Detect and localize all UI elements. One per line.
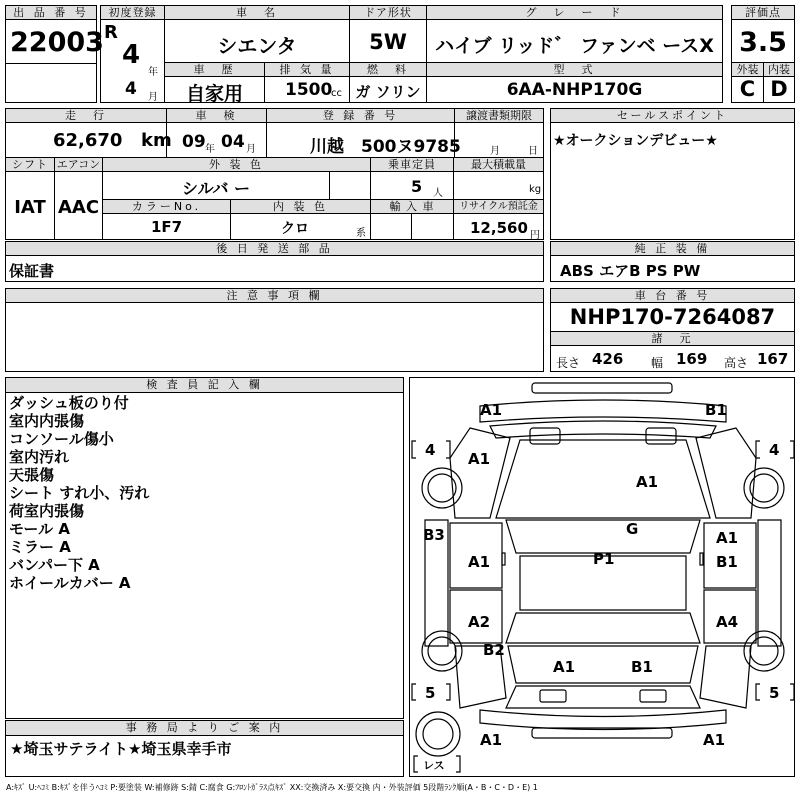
recycle-unit: 円 (530, 230, 540, 241)
int-color: クロ (281, 221, 309, 237)
mark-door-front-right: A1 (716, 529, 739, 547)
ext-color: シルバ ー (181, 179, 251, 198)
mark-quarter-left: B2 (483, 641, 505, 659)
mark-hood: A1 (636, 473, 659, 491)
mark-bumper-rear-left: A1 (480, 731, 503, 749)
later-parts-cell (5, 255, 544, 282)
ext-color-label: 外 装 色 (102, 157, 371, 172)
mark-glass: G (626, 520, 639, 538)
ac: AAC (57, 197, 100, 218)
era: R (104, 22, 118, 43)
width: 169 (676, 350, 708, 368)
inspector-notes (9, 394, 149, 592)
later-parts: 保証書 (9, 262, 55, 280)
mark-door-front-right-2: B1 (716, 553, 738, 571)
plate-label: 登 録 番 号 (266, 108, 455, 123)
lot-label: 出 品 番 号 (5, 5, 97, 20)
grade: ハイブ リッド゛ ファンベ ースX (435, 35, 714, 57)
later-parts-label: 後 日 発 送 部 品 (5, 241, 544, 256)
exterior-grade: C (739, 77, 756, 101)
lot-number: 22003 (10, 27, 104, 58)
score: 3.5 (739, 27, 787, 58)
inspector-line: ダッシュ板のり付 (9, 394, 129, 412)
grade-label: グ レ ー ド (426, 5, 723, 20)
model-label: 型 式 (426, 62, 723, 77)
length-label: 長さ (556, 356, 581, 370)
door-label: ドア形状 (349, 5, 427, 20)
first-reg-month: 4 (125, 79, 137, 99)
interior-grade: D (770, 77, 788, 101)
mark-door-front-left-code: B3 (423, 526, 445, 544)
door: 5W (369, 30, 407, 54)
genuine: ABS エアB PS PW (560, 262, 701, 280)
month-unit: 月 (148, 92, 158, 103)
inspector-line: コンソール傷小 (9, 430, 114, 448)
mark-rear-right: B1 (631, 658, 653, 676)
inspector-line: ミラー A (9, 538, 71, 556)
import-cell (370, 213, 412, 240)
capacity-label: 乗車定員 (370, 157, 454, 172)
spare-tire: レス (423, 759, 445, 772)
office-text: ★埼玉サテライト★埼玉県幸手市 (10, 740, 232, 758)
legend: A:ｷｽﾞ U:ﾍｺﾐ B:ｷｽﾞを伴うﾍｺﾐ P:要塗装 W:補修跡 S:錆 C:腐食 G:ﾌﾛﾝﾄｶﾞﾗｽ点ｷｽﾞ XX:交換済み X:要交換 内・外装評価 5段階ﾗﾝｸ順(A・B・C・D・E) 1 (6, 783, 538, 792)
inspector-line: 室内汚れ (9, 448, 70, 466)
color-no: 1F7 (150, 218, 183, 236)
inspector-line: バンパー下 A (9, 556, 100, 574)
sales-point-label: セールスポイント (550, 108, 795, 123)
transfer-label: 譲渡書類期限 (454, 108, 544, 123)
inspector-line: 室内内張傷 (9, 412, 85, 430)
mark-door-rear-right: A4 (716, 613, 739, 631)
first-reg-label: 初度登録 (100, 5, 165, 20)
mileage: 62,670 (53, 130, 123, 151)
chassis-label: 車 台 番 号 (550, 288, 795, 303)
mark-front-left: A1 (480, 401, 503, 419)
int-color-unit: 系 (356, 228, 366, 239)
displacement-unit: cc (331, 88, 342, 99)
tire-rear-right: 5 (769, 684, 780, 702)
year-unit: 年 (148, 67, 158, 78)
mark-bumper-rear-right: A1 (703, 731, 726, 749)
exterior-label: 外装 (731, 62, 764, 77)
width-label: 幅 (651, 356, 664, 370)
displacement-label: 排 気 量 (264, 62, 350, 77)
mark-roof: P1 (593, 550, 615, 568)
inspection-month-unit: 月 (246, 144, 256, 155)
inspector-line: シート すれ小、汚れ (9, 484, 150, 502)
recycle-label: リサイクル預託金 (453, 199, 544, 214)
color-no-label: カラーNo. (102, 199, 231, 214)
notes-cell (5, 302, 544, 372)
car-name-label: 車 名 (164, 5, 350, 20)
inspector-line: 荷室内張傷 (9, 502, 85, 520)
car-outline (410, 378, 796, 778)
mark-front-right: B1 (705, 401, 727, 419)
tire-front-left: 4 (425, 441, 436, 459)
height: 167 (757, 350, 789, 368)
shift-label: シフト (5, 157, 55, 172)
recycle: 12,560 (470, 219, 528, 237)
import-label: 輸 入 車 (370, 199, 454, 214)
shift: IAT (14, 197, 46, 218)
notes-label: 注 意 事 項 欄 (5, 288, 544, 303)
history-label: 車 歴 (164, 62, 265, 77)
max-load-label: 最大積載量 (453, 157, 544, 172)
dims-label: 諸 元 (550, 331, 795, 346)
inspector-label: 検 査 員 記 入 欄 (5, 377, 404, 393)
model: 6AA-NHP170G (506, 80, 643, 100)
inspector-line: モール A (9, 520, 70, 538)
length: 426 (592, 350, 624, 368)
mileage-unit: km (141, 130, 172, 151)
tire-front-right: 4 (769, 441, 780, 459)
tire-rear-left: 5 (425, 684, 436, 702)
chassis: NHP170-7264087 (569, 305, 776, 329)
transfer-day-unit: 日 (528, 146, 538, 157)
mileage-label: 走 行 (5, 108, 167, 123)
car-diagram (409, 377, 795, 777)
inspection-year-unit: 年 (205, 144, 215, 155)
fuel-label: 燃 料 (349, 62, 427, 77)
first-reg-year: 4 (122, 40, 141, 70)
inspection-month: 04 (221, 132, 245, 152)
ext-color-cell-2 (329, 171, 371, 200)
height-label: 高さ (724, 356, 749, 370)
car-name: シエンタ (217, 34, 297, 58)
mark-rear-left: A1 (553, 658, 576, 676)
max-load-unit: kg (529, 184, 542, 195)
inspector-line: 天張傷 (9, 466, 55, 484)
history: 自家用 (185, 83, 243, 105)
genuine-label: 純 正 装 備 (550, 241, 795, 256)
inspection-year: 09 (182, 132, 206, 152)
office-label: 事 務 局 よ り ご 案 内 (5, 720, 404, 736)
capacity: 5 (411, 177, 423, 196)
sales-point: ★オークションデビュー★ (553, 133, 718, 149)
mark-door-front-left: A1 (468, 553, 491, 571)
plate: 川越 500ヌ9785 (310, 137, 461, 157)
displacement: 1500 (285, 80, 333, 100)
fuel: ガ ソリン (355, 83, 421, 101)
interior-label: 内装 (763, 62, 795, 77)
int-color-label: 内 装 色 (230, 199, 371, 214)
lot-empty-cell (5, 63, 97, 103)
mark-door-rear-left: A2 (468, 613, 491, 631)
mark-fender-left: A1 (468, 450, 491, 468)
transfer-month-unit: 月 (490, 146, 500, 157)
ac-label: エアコン (54, 157, 103, 172)
inspector-line: ホイールカバー A (9, 574, 131, 592)
inspection-label: 車 検 (166, 108, 267, 123)
score-label: 評価点 (731, 5, 795, 20)
capacity-unit: 人 (433, 188, 443, 199)
import-cell-2 (411, 213, 454, 240)
